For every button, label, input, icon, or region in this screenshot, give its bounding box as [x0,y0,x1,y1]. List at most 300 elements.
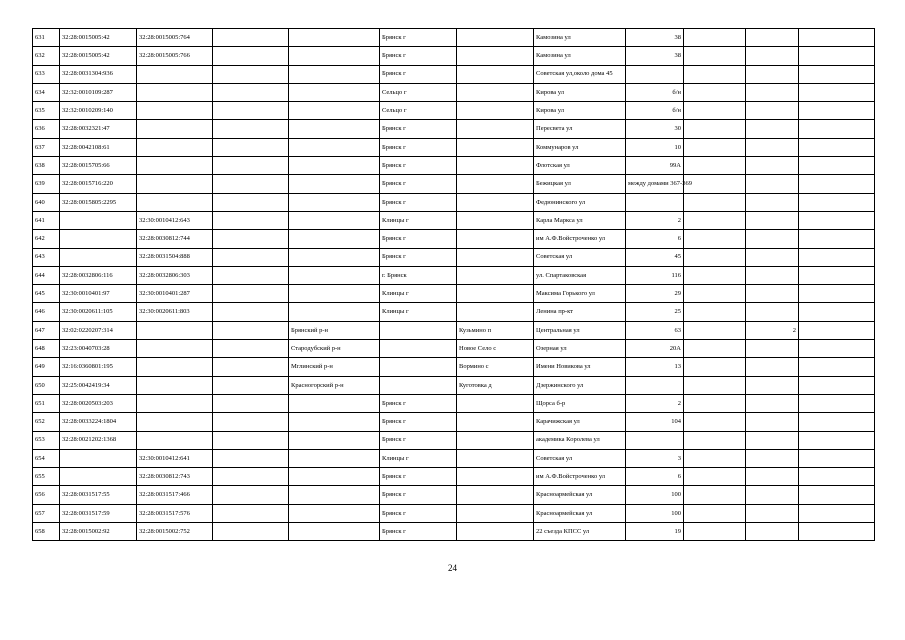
cell-cadastral-number: 32:30:0020611:105 [60,303,137,321]
cell-settlement: Брянск г [380,504,457,522]
cell-settlement: Сельцо г [380,83,457,101]
cell-house: 99А [626,157,684,175]
cell-note [746,211,799,229]
cell-empty [799,285,875,303]
cell-empty [213,449,289,467]
cell-village [457,102,534,120]
table-row [33,413,875,431]
cell-empty [213,504,289,522]
cell-object-cadastral-number: 32:30:0010401:287 [137,285,213,303]
cell-street: Флотская ул [534,157,626,175]
cell-row-number: 640 [33,193,60,211]
cell-cadastral-number: 32:28:0020503:203 [60,394,137,412]
cell-empty [213,358,289,376]
cell-row-number: 649 [33,358,60,376]
table-row [33,193,875,211]
table-row [33,230,875,248]
cell-object-cadastral-number: 32:28:0015005:766 [137,47,213,65]
cell-house: 6 [626,468,684,486]
cell-empty [213,175,289,193]
cell-district [289,102,380,120]
cell-empty [799,138,875,156]
cell-settlement [380,340,457,358]
cell-object-cadastral-number [137,83,213,101]
cell-object-cadastral-number [137,138,213,156]
cell-district [289,193,380,211]
cell-empty [213,47,289,65]
table-row [33,175,875,193]
cell-village: Вормино с [457,358,534,376]
cell-empty [799,413,875,431]
table-row [33,120,875,138]
cell-row-number: 634 [33,83,60,101]
cell-empty [799,486,875,504]
cell-district [289,468,380,486]
cell-row-number: 652 [33,413,60,431]
cell-village [457,248,534,266]
table-row [33,358,875,376]
cell-empty [213,468,289,486]
cell-row-number: 658 [33,523,60,541]
cell-note [746,285,799,303]
cell-row-number: 632 [33,47,60,65]
cell-cadastral-number: 32:28:0031517:59 [60,504,137,522]
cell-empty [799,340,875,358]
cell-street: Центральная ул [534,321,626,339]
cell-village [457,413,534,431]
cell-street: Советская ул,около дома 45 [534,65,626,83]
cell-street: Ленина пр-кт [534,303,626,321]
cell-object-cadastral-number: 32:28:0032806:303 [137,266,213,284]
cell-street: Озерная ул [534,340,626,358]
cell-street: Имени Новикова ул [534,358,626,376]
cell-street: им А.Ф.Войстроченко ул [534,468,626,486]
cell-district [289,157,380,175]
cell-village [457,230,534,248]
table-row [33,211,875,229]
cell-village [457,486,534,504]
cell-house: б/н [626,102,684,120]
cell-empty [684,358,746,376]
cell-street: Коммунаров ул [534,138,626,156]
cell-empty [684,193,746,211]
cell-settlement: Брянск г [380,394,457,412]
cell-note [746,29,799,47]
cell-empty [799,175,875,193]
cell-settlement: Сельцо г [380,102,457,120]
cell-village [457,138,534,156]
cell-settlement: Брянск г [380,413,457,431]
cell-object-cadastral-number: 32:28:0015005:764 [137,29,213,47]
cell-cadastral-number: 32:28:0021202:1368 [60,431,137,449]
cell-empty [799,65,875,83]
cell-street: академика Королева ул [534,431,626,449]
cell-row-number: 647 [33,321,60,339]
cell-empty [684,303,746,321]
cell-object-cadastral-number: 32:28:0015002:752 [137,523,213,541]
cell-note [746,468,799,486]
cell-district [289,248,380,266]
table-row [33,431,875,449]
cell-empty [684,83,746,101]
cell-settlement [380,376,457,394]
cell-empty [213,376,289,394]
cell-empty [684,266,746,284]
cell-object-cadastral-number [137,120,213,138]
cell-object-cadastral-number [137,175,213,193]
cell-settlement: Клинцы г [380,449,457,467]
cell-street: Кирова ул [534,102,626,120]
cell-empty [684,230,746,248]
table-row [33,285,875,303]
cell-house: 3 [626,449,684,467]
cell-empty [684,486,746,504]
cell-house: между домами 367-369 [626,175,684,193]
cell-empty [799,504,875,522]
cell-street: Карачижская ул [534,413,626,431]
cell-empty [684,248,746,266]
cell-district [289,175,380,193]
cell-empty [213,157,289,175]
cell-house: 104 [626,413,684,431]
cell-empty [213,321,289,339]
cell-street: ул. Спартаковская [534,266,626,284]
cell-empty [684,523,746,541]
table-row [33,47,875,65]
cell-cadastral-number: 32:23:0040703:28 [60,340,137,358]
cell-cadastral-number [60,468,137,486]
cell-house: 2 [626,394,684,412]
cell-row-number: 655 [33,468,60,486]
cell-cadastral-number: 32:28:0031304:936 [60,65,137,83]
cell-note [746,376,799,394]
cell-settlement: Клинцы г [380,211,457,229]
cell-object-cadastral-number: 32:28:0030812:744 [137,230,213,248]
cell-street: Советская ул [534,248,626,266]
cell-village [457,65,534,83]
cell-note [746,340,799,358]
cell-row-number: 642 [33,230,60,248]
cell-house: 38 [626,29,684,47]
cell-empty [684,29,746,47]
cell-settlement: Брянск г [380,431,457,449]
cell-cadastral-number: 32:32:0010209:140 [60,102,137,120]
cell-object-cadastral-number: 32:28:0031517:466 [137,486,213,504]
cell-row-number: 651 [33,394,60,412]
table-row [33,266,875,284]
cell-note [746,47,799,65]
cell-street: Бежицкая ул [534,175,626,193]
cell-empty [799,29,875,47]
cell-house: 20А [626,340,684,358]
cell-settlement: Брянск г [380,230,457,248]
cell-empty [799,303,875,321]
cell-empty [213,102,289,120]
cell-cadastral-number: 32:28:0015005:42 [60,29,137,47]
cell-cadastral-number: 32:28:0032321:47 [60,120,137,138]
cell-district: Брянский р-н [289,321,380,339]
cell-district [289,230,380,248]
cell-empty [213,431,289,449]
cell-row-number: 636 [33,120,60,138]
cell-empty [213,340,289,358]
cell-empty [799,266,875,284]
cell-district [289,431,380,449]
cell-district [289,65,380,83]
cell-settlement: Брянск г [380,65,457,83]
cell-district [289,394,380,412]
cell-district [289,504,380,522]
cell-village [457,266,534,284]
cell-note [746,83,799,101]
cell-village [457,175,534,193]
cell-district: Мглинский р-н [289,358,380,376]
cell-row-number: 648 [33,340,60,358]
cell-settlement: Брянск г [380,157,457,175]
cell-object-cadastral-number [137,376,213,394]
cell-empty [799,321,875,339]
cell-empty [684,468,746,486]
cell-settlement [380,321,457,339]
cell-settlement: Брянск г [380,29,457,47]
cell-empty [213,285,289,303]
cell-empty [684,211,746,229]
cell-street: Дзержинского ул [534,376,626,394]
cell-village [457,303,534,321]
cell-house: б/н [626,83,684,101]
cell-house [626,193,684,211]
cell-empty [684,376,746,394]
table-row [33,486,875,504]
cell-empty [213,65,289,83]
cell-object-cadastral-number: 32:28:0031517:576 [137,504,213,522]
cell-village [457,285,534,303]
cell-house: 6 [626,230,684,248]
cell-empty [684,504,746,522]
cell-empty [213,394,289,412]
cell-note [746,102,799,120]
cell-row-number: 633 [33,65,60,83]
cell-cadastral-number: 32:28:0015005:42 [60,47,137,65]
cell-cadastral-number: 32:28:0015716:220 [60,175,137,193]
cell-street: Камозина ул [534,47,626,65]
cell-house: 29 [626,285,684,303]
cell-street: Пересвета ул [534,120,626,138]
cell-village [457,468,534,486]
cell-house: 2 [626,211,684,229]
cell-village [457,83,534,101]
cell-village [457,431,534,449]
cell-cadastral-number: 32:25:0042419:34 [60,376,137,394]
table-row [33,468,875,486]
cell-row-number: 638 [33,157,60,175]
cell-settlement: Брянск г [380,138,457,156]
table-row [33,340,875,358]
cell-row-number: 654 [33,449,60,467]
cell-note [746,193,799,211]
cell-house: 116 [626,266,684,284]
cell-empty [213,211,289,229]
cell-note [746,266,799,284]
address-register-table [32,28,875,541]
cell-empty [684,120,746,138]
cell-village: Куготовка д [457,376,534,394]
table-row [33,138,875,156]
cell-settlement: Брянск г [380,193,457,211]
page-number: 24 [448,563,457,573]
cell-empty [213,523,289,541]
cell-cadastral-number [60,211,137,229]
cell-cadastral-number: 32:02:0220207:314 [60,321,137,339]
cell-empty [213,83,289,101]
cell-note [746,358,799,376]
cell-street: Кирова ул [534,83,626,101]
cell-object-cadastral-number [137,157,213,175]
cell-empty [213,413,289,431]
cell-row-number: 644 [33,266,60,284]
cell-note [746,431,799,449]
cell-district [289,266,380,284]
cell-empty [684,340,746,358]
cell-empty [213,486,289,504]
cell-empty [213,120,289,138]
cell-empty [799,394,875,412]
cell-note [746,157,799,175]
cell-note [746,486,799,504]
cell-empty [684,175,746,193]
cell-district [289,83,380,101]
cell-district [289,413,380,431]
cell-empty [213,303,289,321]
cell-settlement: Брянск г [380,486,457,504]
cell-street: Советская ул [534,449,626,467]
cell-settlement: Клинцы г [380,285,457,303]
cell-settlement: Брянск г [380,248,457,266]
cell-district [289,303,380,321]
cell-empty [799,523,875,541]
cell-row-number: 637 [33,138,60,156]
cell-empty [684,431,746,449]
cell-district [289,486,380,504]
table-row [33,449,875,467]
cell-district [289,120,380,138]
cell-street: Максима Горького ул [534,285,626,303]
cell-empty [684,157,746,175]
cell-empty [684,138,746,156]
cell-village [457,211,534,229]
table-row [33,83,875,101]
cell-house: 38 [626,47,684,65]
cell-empty [213,230,289,248]
cell-empty [213,138,289,156]
cell-row-number: 657 [33,504,60,522]
cell-row-number: 643 [33,248,60,266]
cell-district [289,138,380,156]
cell-street: Федюнинского ул [534,193,626,211]
cell-empty [213,193,289,211]
cell-house: 19 [626,523,684,541]
cell-object-cadastral-number [137,413,213,431]
cell-street: Камозина ул [534,29,626,47]
cell-house: 10 [626,138,684,156]
cell-object-cadastral-number [137,193,213,211]
cell-object-cadastral-number: 32:30:0020611:803 [137,303,213,321]
cell-street: Красноармейская ул [534,504,626,522]
cell-empty [684,321,746,339]
cell-object-cadastral-number [137,321,213,339]
cell-row-number: 645 [33,285,60,303]
table-row [33,102,875,120]
cell-empty [684,102,746,120]
cell-settlement: Брянск г [380,47,457,65]
cell-house: 63 [626,321,684,339]
cell-cadastral-number: 32:28:0033224:1804 [60,413,137,431]
cell-street: им А.Ф.Войстроченко ул [534,230,626,248]
cell-district [289,285,380,303]
cell-cadastral-number: 32:30:0010401:97 [60,285,137,303]
cell-village: Кузьмино п [457,321,534,339]
cell-empty [799,83,875,101]
cell-empty [799,248,875,266]
table-row [33,248,875,266]
table-row [33,157,875,175]
cell-object-cadastral-number: 32:28:0031504:888 [137,248,213,266]
cell-note [746,394,799,412]
cell-object-cadastral-number [137,102,213,120]
cell-house [626,431,684,449]
cell-empty [799,358,875,376]
cell-district [289,47,380,65]
cell-street: 22 съезда КПСС ул [534,523,626,541]
cell-row-number: 631 [33,29,60,47]
cell-note [746,120,799,138]
register-body [33,29,875,541]
cell-note [746,504,799,522]
cell-house [626,376,684,394]
table-row [33,394,875,412]
table-row [33,376,875,394]
cell-house: 25 [626,303,684,321]
cell-note [746,138,799,156]
cell-object-cadastral-number: 32:28:0030812:743 [137,468,213,486]
cell-settlement: г. Брянск [380,266,457,284]
cell-note [746,449,799,467]
cell-cadastral-number: 32:28:0042108:61 [60,138,137,156]
cell-object-cadastral-number [137,358,213,376]
table-row [33,303,875,321]
cell-village [457,523,534,541]
cell-district [289,523,380,541]
cell-empty [799,230,875,248]
cell-cadastral-number: 32:16:0360801:195 [60,358,137,376]
cell-village [457,504,534,522]
cell-object-cadastral-number [137,340,213,358]
cell-settlement: Клинцы г [380,303,457,321]
cell-row-number: 635 [33,102,60,120]
cell-note [746,523,799,541]
cell-empty [799,211,875,229]
cell-settlement: Брянск г [380,175,457,193]
cell-row-number: 656 [33,486,60,504]
cell-empty [799,449,875,467]
cell-note [746,230,799,248]
cell-empty [799,468,875,486]
cell-row-number: 646 [33,303,60,321]
cell-house: 30 [626,120,684,138]
cell-row-number: 641 [33,211,60,229]
cell-empty [799,193,875,211]
cell-village [457,120,534,138]
